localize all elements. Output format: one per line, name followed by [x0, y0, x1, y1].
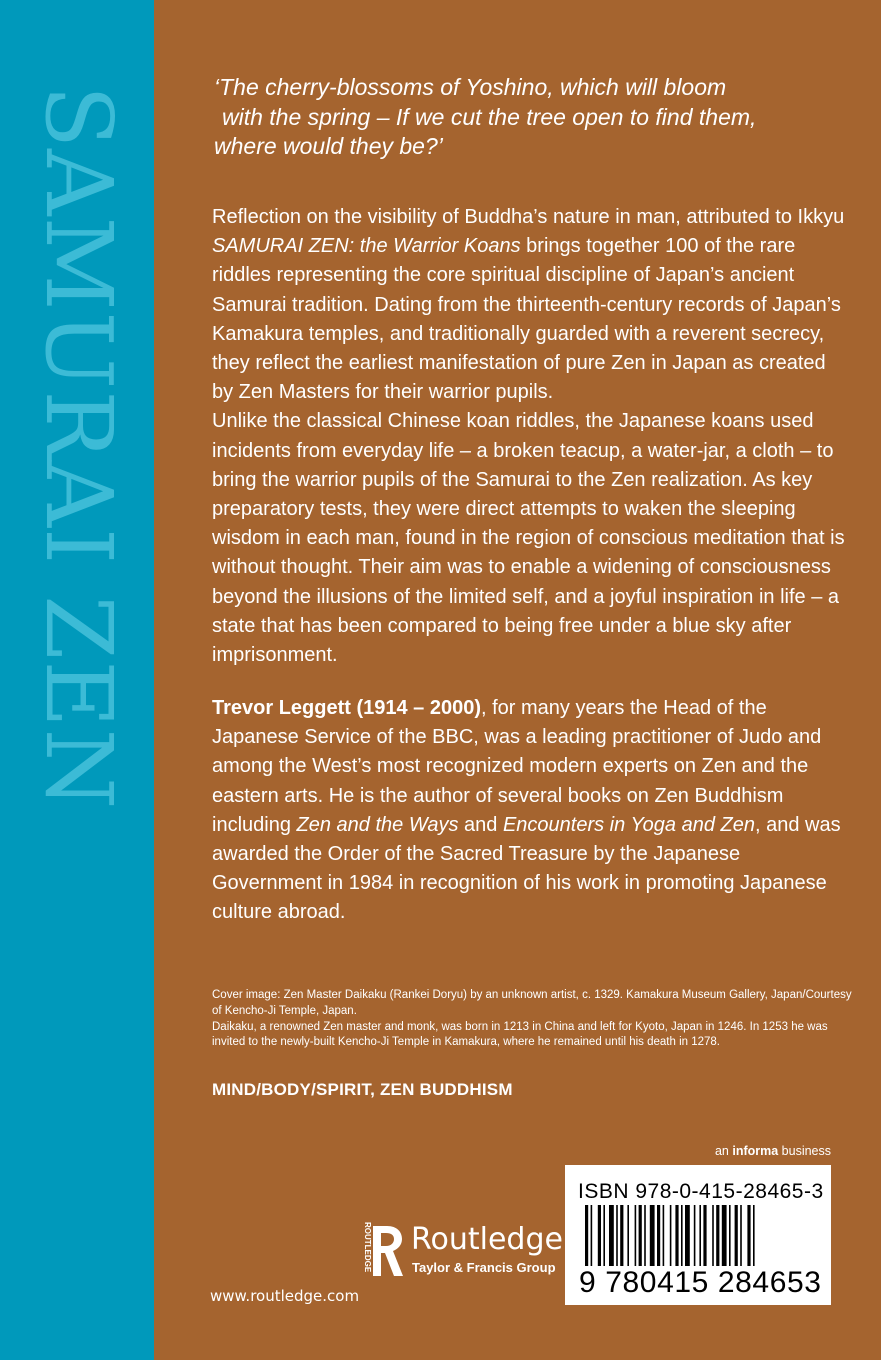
spine-title-text: SAMURAI ZEN: [25, 85, 132, 811]
informa-suffix: business: [778, 1144, 831, 1158]
publisher-website: www.routledge.com: [210, 1287, 360, 1305]
quote-line-2: with the spring – If we cut the tree open to find them,: [222, 103, 757, 130]
epigraph-quote: [214, 73, 834, 162]
quote-line-1: ‘The cherry-blossoms of Yoshino, which will bloom: [214, 74, 727, 100]
informa-prefix: an: [714, 1144, 733, 1158]
description-attribution: Reflection on the visibility of Buddha’s nature in man, attributed to Ikkyu: [212, 206, 845, 228]
book-description: [212, 203, 852, 670]
spine-title: [25, 85, 132, 965]
barcode-number: 9 780415 284653: [579, 1266, 822, 1299]
bio-text-2: , and was awarded the Order of the Sacred Treasure by the Japanese Government in 1984 in recognition of his work in promoting Japanese culture abroad.: [212, 813, 841, 924]
isbn-barcode: [565, 1165, 831, 1305]
book-title-italic: SAMURAI ZEN: the Warrior Koans: [212, 235, 521, 258]
bio-and: and: [458, 813, 503, 836]
author-name: Trevor Leggett (1914 – 2000): [212, 697, 482, 719]
subject-category: MIND/BODY/SPIRIT, ZEN BUDDHISM: [212, 1080, 513, 1099]
bio-book-1: Zen and the Ways: [296, 813, 459, 836]
routledge-r-icon: [359, 1222, 405, 1280]
informa-brand: informa: [732, 1144, 779, 1158]
credit-line-1: Cover image: Zen Master Daikaku (Rankei Doryu) by an unknown artist, c. 1329. Kamakura Museum Gallery, Japan/Courtesy of Kencho-Ji Temple, Japan.: [212, 989, 852, 1017]
back-cover-panel: [154, 0, 881, 1360]
description-paragraph-2: Unlike the classical Chinese koan riddles, the Japanese koans used incidents from everyday life – a broken teacup, a water-jar, a cloth – to bring the warrior pupils of the Samurai to the Zen realization. As key preparatory tests, they were direct attempts to waken the sleeping wisdom in each man, found in the region of conscious meditation that is without thought. Their aim was to enable a widening of consciousness beyond the illusions of the limited self, and a joyful inspiration in life – a state that has been compared to being free under a blue sky after imprisonment.: [212, 410, 845, 667]
quote-line-3: where would they be?’: [214, 133, 443, 159]
image-credits: [212, 988, 852, 1051]
credit-line-2: Daikaku, a renowned Zen master and monk, was born in 1213 in China and left for Kyoto, Japan in 1246. In 1253 he was invited to the newly-built Kencho-Ji Temple in Kamakura, where he remained until his death in 1278.: [212, 1020, 828, 1049]
description-paragraph-1-text: brings together 100 of the rare riddles representing the core spiritual discipline of Japan’s ancient Samurai tradition. Dating from the thirteenth-century records of Japan’s Kamakura temples, and traditionally guarded with a reverent secrecy, they reflect the earliest manifestation of pure Zen in Japan as created by Zen Masters for their warrior pupils.: [212, 235, 841, 404]
publisher-group: Taylor & Francis Group: [412, 1260, 556, 1275]
isbn-label: ISBN 978-0-415-28465-3: [578, 1180, 824, 1203]
publisher-name: Routledge: [411, 1222, 563, 1257]
author-bio: [212, 694, 852, 928]
bio-text-1: , for many years the Head of the Japanese Service of the BBC, was a leading practitioner of Judo and among the West’s most recognized modern experts on Zen and the eastern arts. He is the author of several books on Zen Buddhism including: [212, 697, 822, 836]
description-paragraph-1: [212, 232, 852, 407]
bio-book-2: Encounters in Yoga and Zen: [502, 813, 755, 836]
informa-tagline: [715, 1144, 831, 1158]
spine-band: [0, 0, 154, 1360]
routledge-vertical-text: ROUTLEDGE: [363, 1222, 372, 1273]
